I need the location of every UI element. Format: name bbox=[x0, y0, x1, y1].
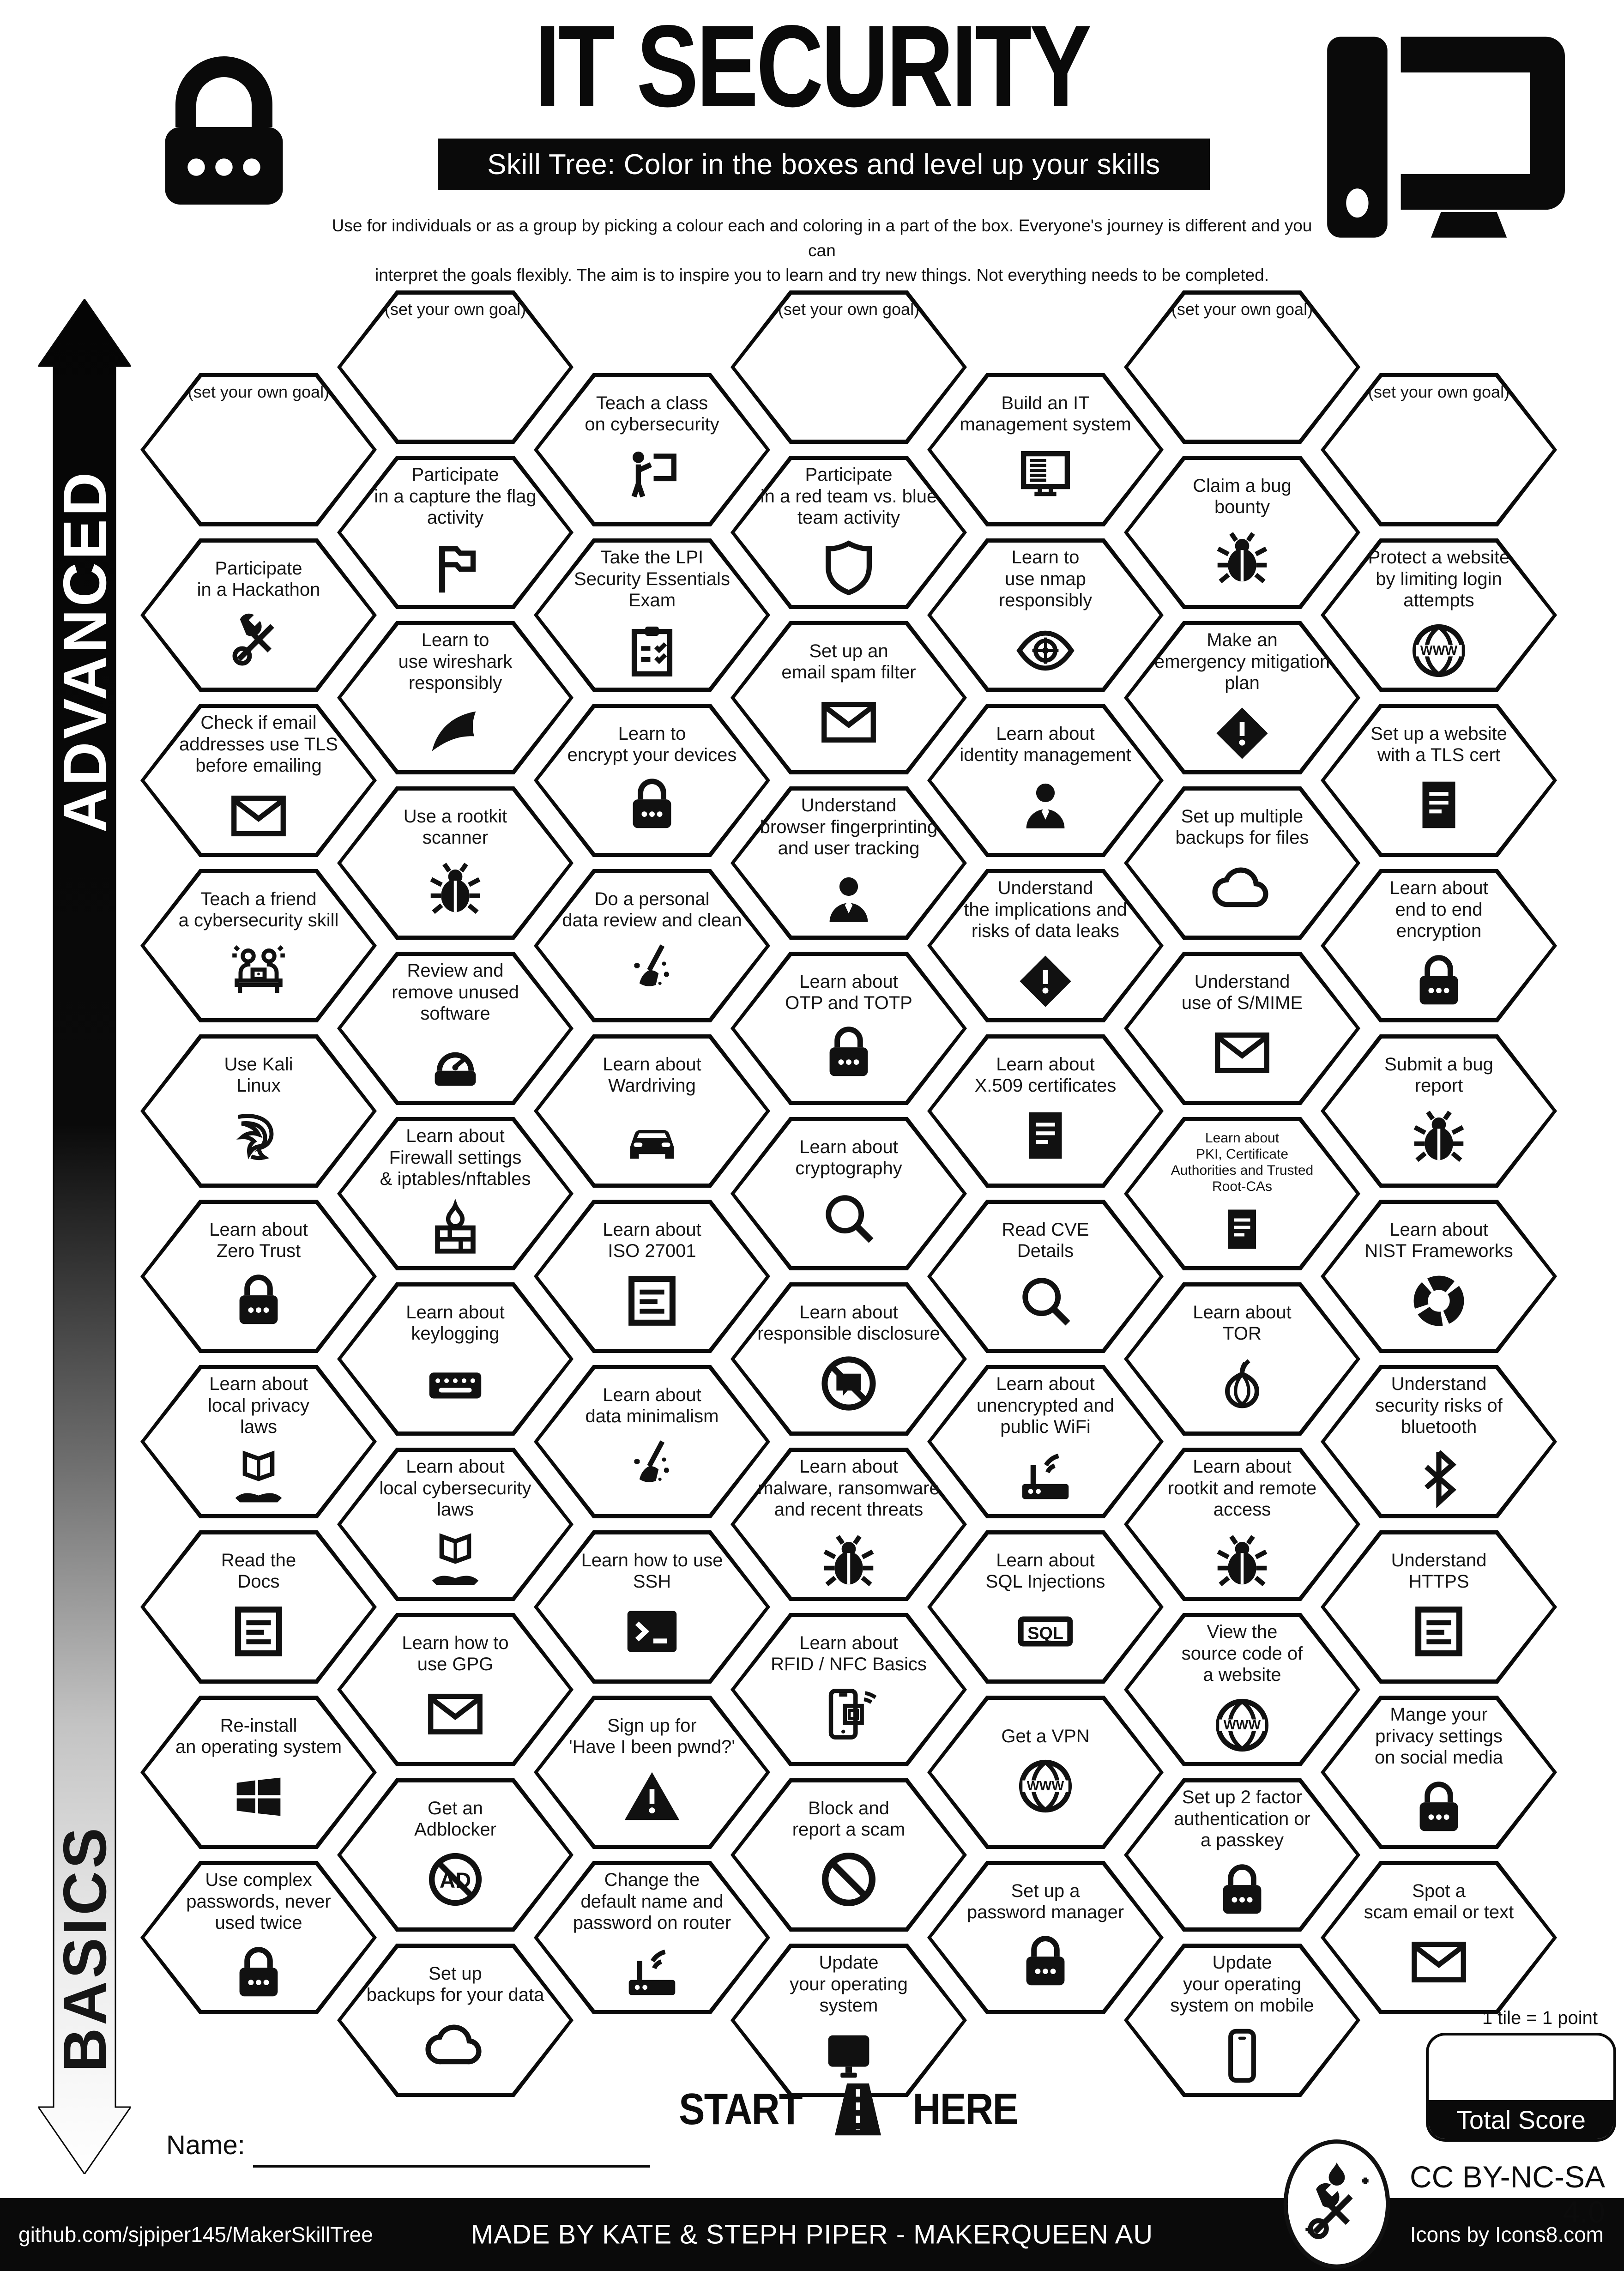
windows-icon bbox=[226, 1764, 291, 1830]
hex-label: Build an IT management system bbox=[960, 393, 1131, 435]
hex-label: Learn about data minimalism bbox=[585, 1384, 719, 1426]
road-icon bbox=[823, 2071, 893, 2148]
broom-icon bbox=[619, 937, 685, 1003]
footer-credit: MADE BY KATE & STEPH PIPER - MAKERQUEEN AU bbox=[471, 2219, 1153, 2250]
start-here-marker bbox=[637, 2068, 1058, 2151]
hex-label: Understand use of S/MIME bbox=[1181, 971, 1303, 1013]
envelope-icon bbox=[816, 689, 881, 755]
router-icon bbox=[1013, 1444, 1078, 1510]
subtitle-text: Skill Tree: Color in the boxes and level up your skills bbox=[487, 148, 1160, 181]
software-review-icon bbox=[423, 1031, 488, 1097]
keyboard-icon bbox=[423, 1351, 488, 1416]
envelope-icon bbox=[1406, 1929, 1472, 1995]
certificate-icon bbox=[1013, 1103, 1078, 1168]
hex-tile[interactable] bbox=[1321, 1696, 1557, 1849]
hex-label: Learn about NIST Frameworks bbox=[1364, 1219, 1513, 1261]
hex-label: Set up multiple backups for files bbox=[1175, 806, 1309, 848]
hex-label: Set up backups for your data bbox=[366, 1963, 544, 2005]
hex-label: Learn about OTP and TOTP bbox=[785, 971, 912, 1013]
bluetooth-icon bbox=[1406, 1444, 1472, 1510]
start-label: START bbox=[679, 2084, 802, 2134]
document-icon bbox=[1406, 1599, 1472, 1664]
hex-label: (set your own goal) bbox=[187, 382, 330, 401]
hex-label: Understand HTTPS bbox=[1391, 1550, 1487, 1592]
hex-tile[interactable] bbox=[1321, 704, 1557, 857]
tools-icon bbox=[226, 607, 291, 672]
footer-repo-link[interactable]: github.com/sjpiper145/MakerSkillTree bbox=[18, 2223, 373, 2247]
hex-content bbox=[1326, 1040, 1552, 1182]
hex-label: Learn to use wireshark responsibly bbox=[398, 630, 513, 694]
hex-label: Change the default name and password on router bbox=[573, 1870, 731, 1933]
hex-content bbox=[1326, 1205, 1552, 1347]
hex-label: Learn about responsible disclosure bbox=[757, 1302, 940, 1344]
kali-dragon-icon bbox=[226, 1103, 291, 1168]
lock-icon bbox=[226, 1940, 291, 2006]
hex-label: Protect a website by limiting login attempts bbox=[1368, 547, 1510, 611]
lock-icon bbox=[1013, 1929, 1078, 1995]
hex-label: Review and remove unused software bbox=[392, 960, 519, 1024]
hex-label: Learn about Wardriving bbox=[603, 1054, 701, 1096]
hex-label: Learn about keylogging bbox=[406, 1302, 505, 1344]
adblock-icon bbox=[423, 1847, 488, 1912]
hex-label: Participate in a capture the flag activity bbox=[374, 465, 537, 528]
person-icon bbox=[1013, 772, 1078, 838]
hex-label: Sign up for 'Have I been pwnd?' bbox=[569, 1715, 735, 1757]
hex-label: (set your own goal) bbox=[384, 300, 526, 319]
axis-label-basics: BASICS bbox=[51, 1825, 119, 2072]
globe-icon bbox=[1209, 1692, 1275, 1758]
no-disclosure-icon bbox=[816, 1351, 881, 1416]
hex-label: Learn about identity management bbox=[960, 723, 1131, 765]
cloud-icon bbox=[1209, 855, 1275, 920]
total-score-label: Total Score bbox=[1429, 2100, 1613, 2139]
person-icon bbox=[816, 866, 881, 931]
hex-label: Set up a website with a TLS cert bbox=[1370, 723, 1507, 765]
lock-icon bbox=[226, 1268, 291, 1334]
document-icon bbox=[226, 1599, 291, 1664]
bug-icon bbox=[423, 855, 488, 920]
hex-label: Learn about local privacy laws bbox=[207, 1374, 310, 1437]
hex-content bbox=[1326, 1866, 1552, 2009]
hex-label: Use a rootkit scanner bbox=[403, 806, 507, 848]
hex-tile[interactable] bbox=[1321, 1530, 1557, 1684]
presenter-icon bbox=[619, 441, 685, 507]
eye-icon bbox=[1013, 618, 1078, 683]
globe-icon bbox=[1013, 1753, 1078, 1819]
hex-label: Participate in a Hackathon bbox=[197, 558, 320, 600]
tile-point-note: 1 tile = 1 point bbox=[1482, 2008, 1598, 2028]
hex-tile-goal[interactable] bbox=[1321, 373, 1557, 526]
router-icon bbox=[619, 1940, 685, 2006]
hex-label: Get an Adblocker bbox=[414, 1798, 496, 1840]
hex-label: View the source code of a website bbox=[1181, 1622, 1303, 1685]
hex-label: (set your own goal) bbox=[1171, 300, 1313, 319]
hex-content bbox=[1326, 1371, 1552, 1513]
block-icon bbox=[816, 1847, 881, 1912]
sql-icon bbox=[1013, 1599, 1078, 1664]
hex-label: Learn about end to end encryption bbox=[1389, 878, 1488, 942]
bug-icon bbox=[816, 1527, 881, 1593]
hex-label: Participate in a red team vs. blue team activity bbox=[760, 465, 937, 528]
certificate-icon bbox=[1406, 772, 1472, 838]
teach-friend-icon bbox=[226, 937, 291, 1003]
warning-triangle-icon bbox=[619, 1764, 685, 1830]
firewall-icon bbox=[423, 1196, 488, 1262]
monitor-lines-icon bbox=[1013, 441, 1078, 507]
law-book-icon bbox=[226, 1444, 291, 1510]
hex-label: Get a VPN bbox=[1001, 1726, 1090, 1746]
warning-diamond-icon bbox=[1209, 701, 1275, 766]
hex-label: Claim a bug bounty bbox=[1193, 475, 1292, 517]
hex-content bbox=[1326, 875, 1552, 1017]
makerqueen-tools-badge bbox=[1280, 2137, 1394, 2271]
hex-label: Block and report a scam bbox=[792, 1798, 906, 1840]
hex-label: Re-install an operating system bbox=[175, 1715, 342, 1757]
hex-label: Understand the implications and risks of data leaks bbox=[964, 878, 1127, 942]
hex-label: Learn about X.509 certificates bbox=[974, 1054, 1117, 1096]
phone-icon bbox=[1209, 2023, 1275, 2089]
hex-label: Do a personal data review and clean bbox=[562, 888, 742, 930]
hex-label: Learn to use nmap responsibly bbox=[998, 547, 1093, 611]
globe-icon bbox=[1406, 618, 1472, 683]
terminal-icon bbox=[619, 1599, 685, 1664]
car-icon bbox=[619, 1103, 685, 1168]
lock-icon bbox=[1406, 1775, 1472, 1841]
hex-label: Teach a class on cybersecurity bbox=[585, 393, 719, 435]
here-label: HERE bbox=[912, 2084, 1018, 2134]
hex-label: Learn about Firewall settings & iptables/nftables bbox=[380, 1126, 531, 1190]
hex-label: Learn how to use GPG bbox=[402, 1632, 509, 1674]
hex-label: Learn about RFID / NFC Basics bbox=[771, 1632, 927, 1674]
total-score-box[interactable] bbox=[1426, 2033, 1616, 2142]
document-icon bbox=[619, 1268, 685, 1334]
name-input-line[interactable] bbox=[253, 2165, 650, 2168]
envelope-icon bbox=[226, 783, 291, 849]
hex-label: Learn about malware, ransomware and recent threats bbox=[758, 1456, 940, 1520]
hex-label: Check if email addresses use TLS before emailing bbox=[179, 713, 338, 776]
hex-label: (set your own goal) bbox=[778, 300, 920, 319]
hex-content bbox=[1326, 1536, 1552, 1678]
hex-label: Learn about rootkit and remote access bbox=[1167, 1456, 1317, 1520]
bug-icon bbox=[1209, 1527, 1275, 1593]
page-title: IT SECURITY bbox=[534, 1, 1090, 131]
envelope-icon bbox=[423, 1681, 488, 1747]
shield-icon bbox=[816, 535, 881, 601]
lock-icon bbox=[1406, 948, 1472, 1014]
lock-icon bbox=[1209, 1858, 1275, 1923]
certificate-icon bbox=[1214, 1202, 1270, 1257]
hex-label: Teach a friend a cybersecurity skill bbox=[178, 888, 339, 930]
hex-label: Learn about Zero Trust bbox=[209, 1219, 308, 1261]
hex-content bbox=[1326, 379, 1552, 521]
hex-label: Learn about ISO 27001 bbox=[603, 1219, 701, 1261]
name-label: Name: bbox=[166, 2130, 245, 2160]
hex-label: Learn about SQL Injections bbox=[985, 1550, 1105, 1592]
flag-icon bbox=[423, 535, 488, 601]
hex-label: Learn about PKI, Certificate Authorities and Trusted Root-CAs bbox=[1171, 1130, 1314, 1194]
hex-tile[interactable] bbox=[1321, 538, 1557, 692]
hex-label: Learn to encrypt your devices bbox=[567, 723, 737, 765]
intro-line-2: interpret the goals flexibly. The aim is to inspire you to learn and try new things. Not everything needs to be completed. bbox=[374, 266, 1269, 285]
warning-diamond-icon bbox=[1013, 948, 1078, 1014]
clipboard-icon bbox=[619, 618, 685, 683]
hex-content bbox=[1326, 544, 1552, 686]
hex-label: Read the Docs bbox=[221, 1550, 296, 1592]
lock-icon bbox=[619, 772, 685, 838]
hex-tile[interactable] bbox=[1321, 1365, 1557, 1518]
hex-label: Learn how to use SSH bbox=[581, 1550, 723, 1592]
bug-icon bbox=[1406, 1103, 1472, 1168]
nfc-phone-icon bbox=[816, 1681, 881, 1747]
hex-tile[interactable] bbox=[1321, 1034, 1557, 1188]
footer-icons-credit: Icons by Icons8.com bbox=[1410, 2223, 1604, 2247]
hex-label: Update your operating system on mobile bbox=[1170, 1952, 1314, 2016]
tor-onion-icon bbox=[1209, 1351, 1275, 1416]
hex-label: Make an emergency mitigation plan bbox=[1154, 630, 1330, 694]
intro-line-1: Use for individuals or as a group by picking a colour each and coloring in a part of the box. Everyone's journey is different and you can bbox=[332, 216, 1312, 260]
nist-ring-icon bbox=[1406, 1268, 1472, 1334]
broom-icon bbox=[619, 1433, 685, 1499]
law-book-icon bbox=[423, 1527, 488, 1593]
lock-icon bbox=[816, 1020, 881, 1086]
bug-icon bbox=[1209, 524, 1275, 590]
search-icon bbox=[816, 1185, 881, 1251]
hex-tile[interactable] bbox=[1321, 869, 1557, 1022]
hex-label: (set your own goal) bbox=[1368, 382, 1510, 401]
hex-label: Use Kali Linux bbox=[224, 1054, 293, 1096]
hex-label: Mange your privacy settings on social media bbox=[1375, 1704, 1503, 1768]
hex-label: Learn about cryptography bbox=[795, 1136, 902, 1178]
hex-label: Learn about unencrypted and public WiFi bbox=[976, 1374, 1114, 1437]
shark-fin-icon bbox=[423, 701, 488, 766]
hex-label: Learn about TOR bbox=[1193, 1302, 1292, 1344]
hex-label: Set up 2 factor authentication or a passkey bbox=[1174, 1787, 1310, 1851]
hex-label: Submit a bug report bbox=[1384, 1054, 1493, 1096]
hex-label: Learn about local cybersecurity laws bbox=[379, 1456, 531, 1520]
hex-content bbox=[1326, 1701, 1552, 1843]
hex-label: Set up an email spam filter bbox=[781, 640, 916, 683]
hex-label: Set up a password manager bbox=[966, 1880, 1124, 1922]
hex-label: Understand browser fingerprinting and user tracking bbox=[760, 795, 938, 859]
license-text: CC BY-NC-SA 4.0 bbox=[1410, 2160, 1605, 2229]
hex-label: Spot a scam email or text bbox=[1364, 1880, 1514, 1922]
hex-label: Take the LPI Security Essentials Exam bbox=[574, 547, 730, 611]
hex-content bbox=[1326, 709, 1552, 852]
hex-label: Update your operating system bbox=[790, 1952, 908, 2016]
hex-label: Understand security risks of bluetooth bbox=[1375, 1374, 1503, 1437]
axis-label-advanced: ADVANCED bbox=[51, 469, 119, 833]
cloud-icon bbox=[423, 2012, 488, 2078]
search-icon bbox=[1013, 1268, 1078, 1334]
hex-tile[interactable] bbox=[1321, 1861, 1557, 2014]
envelope-icon bbox=[1209, 1020, 1275, 1086]
hex-label: Read CVE Details bbox=[1002, 1219, 1089, 1261]
hex-label: Use complex passwords, never used twice bbox=[186, 1870, 331, 1933]
hex-tile[interactable] bbox=[1321, 1200, 1557, 1353]
